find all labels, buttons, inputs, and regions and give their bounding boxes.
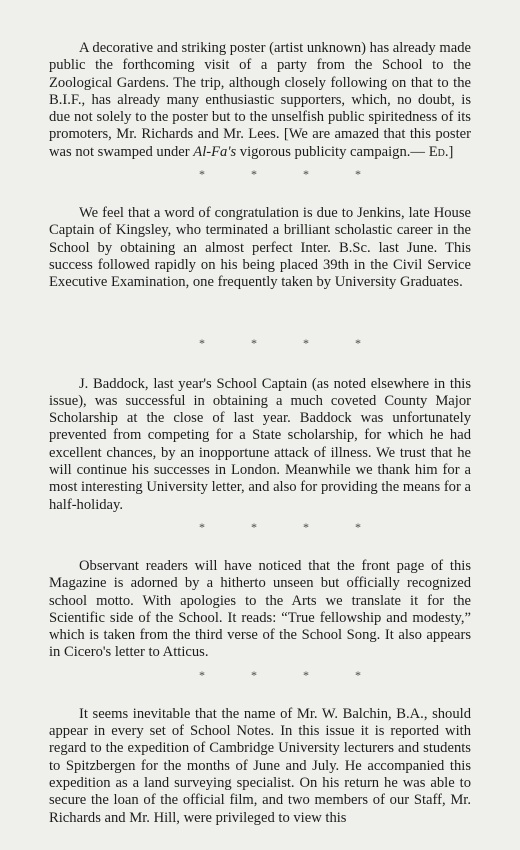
spacer: [49, 682, 471, 706]
spacer: [49, 350, 471, 376]
paragraph-balchin: It seems inevitable that the name of Mr. W. Balchin, B.A., should appear in every set of School Notes. In this issue it is reported with regard to the expedition of Cambridge University lecturers and students to Spitzbergen for the months of June and July. He accompanied this expedition as a land surveying specialist. On his return he was able to secure the loan of the official film, and two members of our Staff, Mr. Richards and Mr. Hill, were privileged to view this: [49, 705, 471, 826]
spacer: [49, 181, 471, 205]
separator-star: *: [251, 335, 257, 350]
separator-star: *: [251, 667, 257, 682]
paragraph-jenkins: We feel that a word of congratulation is due to Jenkins, late House Captain of Kingsley, who terminated a brilliant scholastic career in the School by obtaining an almost perfect Inter. B.Sc. last June. This success followed rapidly on his being placed 39th in the Civil Service Executive Examination, one frequently taken by University Graduates.: [49, 205, 471, 291]
paragraph-motto: Observant readers will have noticed that the front page of this Magazine is adorned by a hitherto unseen but officially recognized school motto. With apologies to the Arts we translate it for the Scientific side of the School. It reads: “True fellowship and modesty,” which is taken from the third verse of the School Song. It also appears in Cicero's letter to Atticus.: [49, 557, 471, 661]
separator-3: [49, 520, 471, 534]
separator-star: *: [199, 667, 205, 682]
paragraph-zoo-trip: [49, 40, 471, 161]
separator-2: [49, 336, 471, 350]
al-fas-italic: Al-Fa's: [193, 143, 237, 160]
separator-star: *: [199, 167, 205, 182]
separator-star: *: [355, 519, 361, 534]
separator-star: *: [303, 335, 309, 350]
paragraph-baddock: J. Baddock, last year's School Captain (as noted elsewhere in this issue), was successful in obtaining a much coveted County Major Scholarship at the close of last year. Baddock was unfortunately prevented from competing for a State scholarship, for which he had excellent chances, by an inopportune attack of illness. We trust that he will continue his successes in London. Meanwhile we thank him for a most interesting University letter, and also for providing the means for a half-holiday.: [49, 375, 471, 513]
separator-star: *: [251, 167, 257, 182]
spacer: [49, 292, 471, 330]
zoo-trip-text-end: vigorous publicity campaign.—: [236, 143, 426, 160]
separator-1: [49, 167, 471, 181]
separator-4: [49, 668, 471, 682]
separator-star: *: [303, 167, 309, 182]
editor-signoff: Ed.]: [428, 143, 454, 160]
separator-star: *: [199, 335, 205, 350]
separator-star: *: [355, 335, 361, 350]
separator-star: *: [199, 519, 205, 534]
separator-star: *: [251, 519, 257, 534]
zoo-trip-text: A decorative and striking poster (artist unknown) has already made public the forthcoming visit of a party from the School to the Zoological Gardens. The trip, although closely following on that to the B.I.F., has already many enthusiastic supporters, which, no doubt, is due not solely to the poster but to the unselfish public spiritedness of its promoters, Mr. Richards and Mr. Lees. [We are amazed that this poster was not swamped under: [49, 40, 471, 160]
spacer: [49, 534, 471, 558]
separator-star: *: [303, 667, 309, 682]
separator-star: *: [355, 167, 361, 182]
separator-star: *: [303, 519, 309, 534]
separator-star: *: [355, 667, 361, 682]
